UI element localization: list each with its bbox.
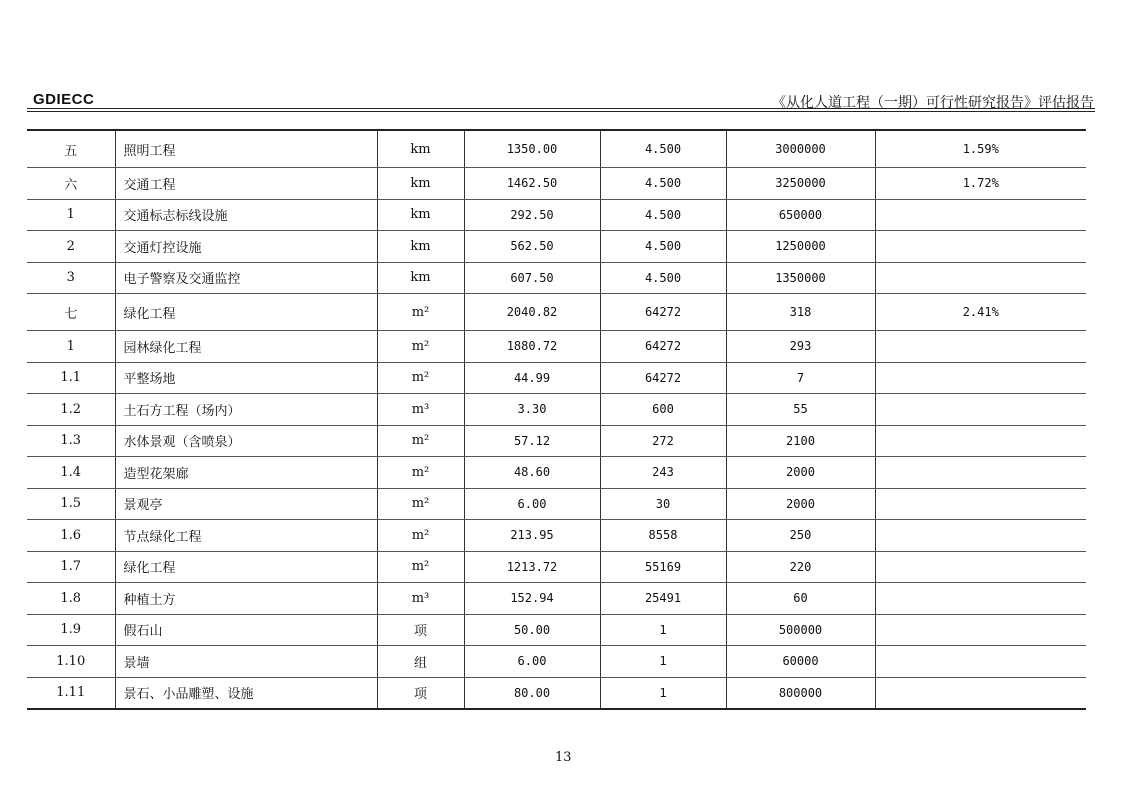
cell-ratio [875, 362, 1086, 394]
cell-unit: m² [377, 425, 464, 457]
cell-amount: 1 [600, 646, 726, 678]
cell-unit: m³ [377, 583, 464, 615]
cell-no: 1.2 [27, 394, 115, 426]
cell-no: 1 [27, 199, 115, 231]
cell-quantity: 6.00 [464, 488, 600, 520]
cell-quantity: 1462.50 [464, 168, 600, 200]
cell-name: 绿化工程 [115, 551, 377, 583]
cell-amount: 4.500 [600, 130, 726, 168]
table-row [27, 646, 1086, 678]
cell-name: 造型花架廊 [115, 457, 377, 489]
cell-ratio [875, 262, 1086, 294]
table-row [27, 199, 1086, 231]
cell-quantity: 57.12 [464, 425, 600, 457]
cell-amount: 4.500 [600, 231, 726, 263]
cell-ratio [875, 677, 1086, 709]
table-row [27, 362, 1086, 394]
cell-ratio [875, 199, 1086, 231]
cell-unit: km [377, 231, 464, 263]
cell-quantity: 80.00 [464, 677, 600, 709]
cell-price: 55 [726, 394, 875, 426]
cell-unit: m² [377, 294, 464, 331]
header-org: GDIECC [33, 91, 95, 108]
cell-quantity: 2040.82 [464, 294, 600, 331]
table-row [27, 520, 1086, 552]
cell-name: 交通工程 [115, 168, 377, 200]
cost-table-body [27, 130, 1086, 709]
cell-no: 1.3 [27, 425, 115, 457]
cell-name: 电子警察及交通监控 [115, 262, 377, 294]
cell-quantity: 562.50 [464, 231, 600, 263]
cell-amount: 1 [600, 614, 726, 646]
cell-price: 293 [726, 331, 875, 363]
table-row [27, 457, 1086, 489]
table-row [27, 168, 1086, 200]
cell-no: 1.1 [27, 362, 115, 394]
cell-unit: m² [377, 488, 464, 520]
cell-unit: km [377, 262, 464, 294]
table-row [27, 394, 1086, 426]
cell-no: 1.8 [27, 583, 115, 615]
cell-amount: 4.500 [600, 262, 726, 294]
cell-quantity: 44.99 [464, 362, 600, 394]
cell-name: 交通灯控设施 [115, 231, 377, 263]
cell-amount: 25491 [600, 583, 726, 615]
cell-name: 交通标志标线设施 [115, 199, 377, 231]
cell-unit: 项 [377, 614, 464, 646]
cell-price: 3000000 [726, 130, 875, 168]
cell-no: 1.4 [27, 457, 115, 489]
cell-ratio [875, 457, 1086, 489]
table-row [27, 294, 1086, 331]
cell-price: 250 [726, 520, 875, 552]
table-row [27, 488, 1086, 520]
cell-ratio [875, 488, 1086, 520]
cell-ratio [875, 551, 1086, 583]
cell-amount: 55169 [600, 551, 726, 583]
cell-ratio [875, 520, 1086, 552]
cell-amount: 4.500 [600, 168, 726, 200]
table-row [27, 262, 1086, 294]
cell-amount: 4.500 [600, 199, 726, 231]
cell-unit: km [377, 199, 464, 231]
table-row [27, 614, 1086, 646]
table-row [27, 425, 1086, 457]
cell-name: 景观亭 [115, 488, 377, 520]
cell-quantity: 1880.72 [464, 331, 600, 363]
cell-unit: m³ [377, 394, 464, 426]
cell-name: 节点绿化工程 [115, 520, 377, 552]
cell-no: 1.5 [27, 488, 115, 520]
cell-name: 假石山 [115, 614, 377, 646]
cell-quantity: 292.50 [464, 199, 600, 231]
cell-quantity: 607.50 [464, 262, 600, 294]
cell-amount: 30 [600, 488, 726, 520]
cell-amount: 8558 [600, 520, 726, 552]
header-rule-secondary [27, 111, 1095, 112]
table-row [27, 231, 1086, 263]
cell-ratio [875, 425, 1086, 457]
cell-unit: km [377, 168, 464, 200]
cell-amount: 64272 [600, 331, 726, 363]
cell-no: 1 [27, 331, 115, 363]
cell-name: 景墙 [115, 646, 377, 678]
cell-quantity: 48.60 [464, 457, 600, 489]
cell-price: 2100 [726, 425, 875, 457]
cell-quantity: 1213.72 [464, 551, 600, 583]
cell-unit: 项 [377, 677, 464, 709]
cost-estimate-table [27, 129, 1086, 710]
cell-no: 2 [27, 231, 115, 263]
cell-name: 照明工程 [115, 130, 377, 168]
cell-no: 1.10 [27, 646, 115, 678]
cell-price: 800000 [726, 677, 875, 709]
cell-unit: 组 [377, 646, 464, 678]
cell-amount: 64272 [600, 294, 726, 331]
table-row [27, 130, 1086, 168]
cell-price: 60000 [726, 646, 875, 678]
cell-name: 水体景观（含喷泉） [115, 425, 377, 457]
cell-price: 3250000 [726, 168, 875, 200]
cell-no: 1.7 [27, 551, 115, 583]
cell-price: 220 [726, 551, 875, 583]
cell-no: 六 [27, 168, 115, 200]
cell-name: 园林绿化工程 [115, 331, 377, 363]
cell-ratio [875, 394, 1086, 426]
cell-quantity: 152.94 [464, 583, 600, 615]
cell-price: 1250000 [726, 231, 875, 263]
table-row [27, 551, 1086, 583]
cell-price: 60 [726, 583, 875, 615]
cell-unit: m² [377, 331, 464, 363]
cell-ratio [875, 331, 1086, 363]
cell-no: 1.6 [27, 520, 115, 552]
cell-quantity: 3.30 [464, 394, 600, 426]
cell-name: 土石方工程（场内） [115, 394, 377, 426]
cell-price: 650000 [726, 199, 875, 231]
cell-unit: m² [377, 457, 464, 489]
cell-unit: km [377, 130, 464, 168]
cell-no: 七 [27, 294, 115, 331]
header-rule [27, 108, 1095, 109]
cell-amount: 243 [600, 457, 726, 489]
cell-unit: m² [377, 362, 464, 394]
cell-no: 3 [27, 262, 115, 294]
cell-ratio [875, 231, 1086, 263]
cell-ratio [875, 583, 1086, 615]
cell-quantity: 213.95 [464, 520, 600, 552]
cell-no: 1.11 [27, 677, 115, 709]
cell-ratio: 1.59% [875, 130, 1086, 168]
cell-price: 500000 [726, 614, 875, 646]
cell-ratio [875, 646, 1086, 678]
cell-name: 平整场地 [115, 362, 377, 394]
cell-unit: m² [377, 520, 464, 552]
cell-amount: 600 [600, 394, 726, 426]
cell-price: 318 [726, 294, 875, 331]
cell-ratio: 1.72% [875, 168, 1086, 200]
cell-no: 1.9 [27, 614, 115, 646]
cell-quantity: 6.00 [464, 646, 600, 678]
cell-price: 2000 [726, 457, 875, 489]
cell-unit: m² [377, 551, 464, 583]
cell-quantity: 50.00 [464, 614, 600, 646]
cell-ratio [875, 614, 1086, 646]
cell-amount: 64272 [600, 362, 726, 394]
cell-no: 五 [27, 130, 115, 168]
cell-name: 景石、小品雕塑、设施 [115, 677, 377, 709]
cell-ratio: 2.41% [875, 294, 1086, 331]
cell-price: 1350000 [726, 262, 875, 294]
cell-price: 7 [726, 362, 875, 394]
cell-amount: 1 [600, 677, 726, 709]
table-row [27, 677, 1086, 709]
header-report-title: 《从化人道工程（一期）可行性研究报告》评估报告 [772, 95, 1094, 111]
cell-name: 绿化工程 [115, 294, 377, 331]
table-row [27, 583, 1086, 615]
cell-quantity: 1350.00 [464, 130, 600, 168]
page-number: 13 [555, 750, 572, 765]
cell-price: 2000 [726, 488, 875, 520]
cell-amount: 272 [600, 425, 726, 457]
cell-name: 种植土方 [115, 583, 377, 615]
table-row [27, 331, 1086, 363]
